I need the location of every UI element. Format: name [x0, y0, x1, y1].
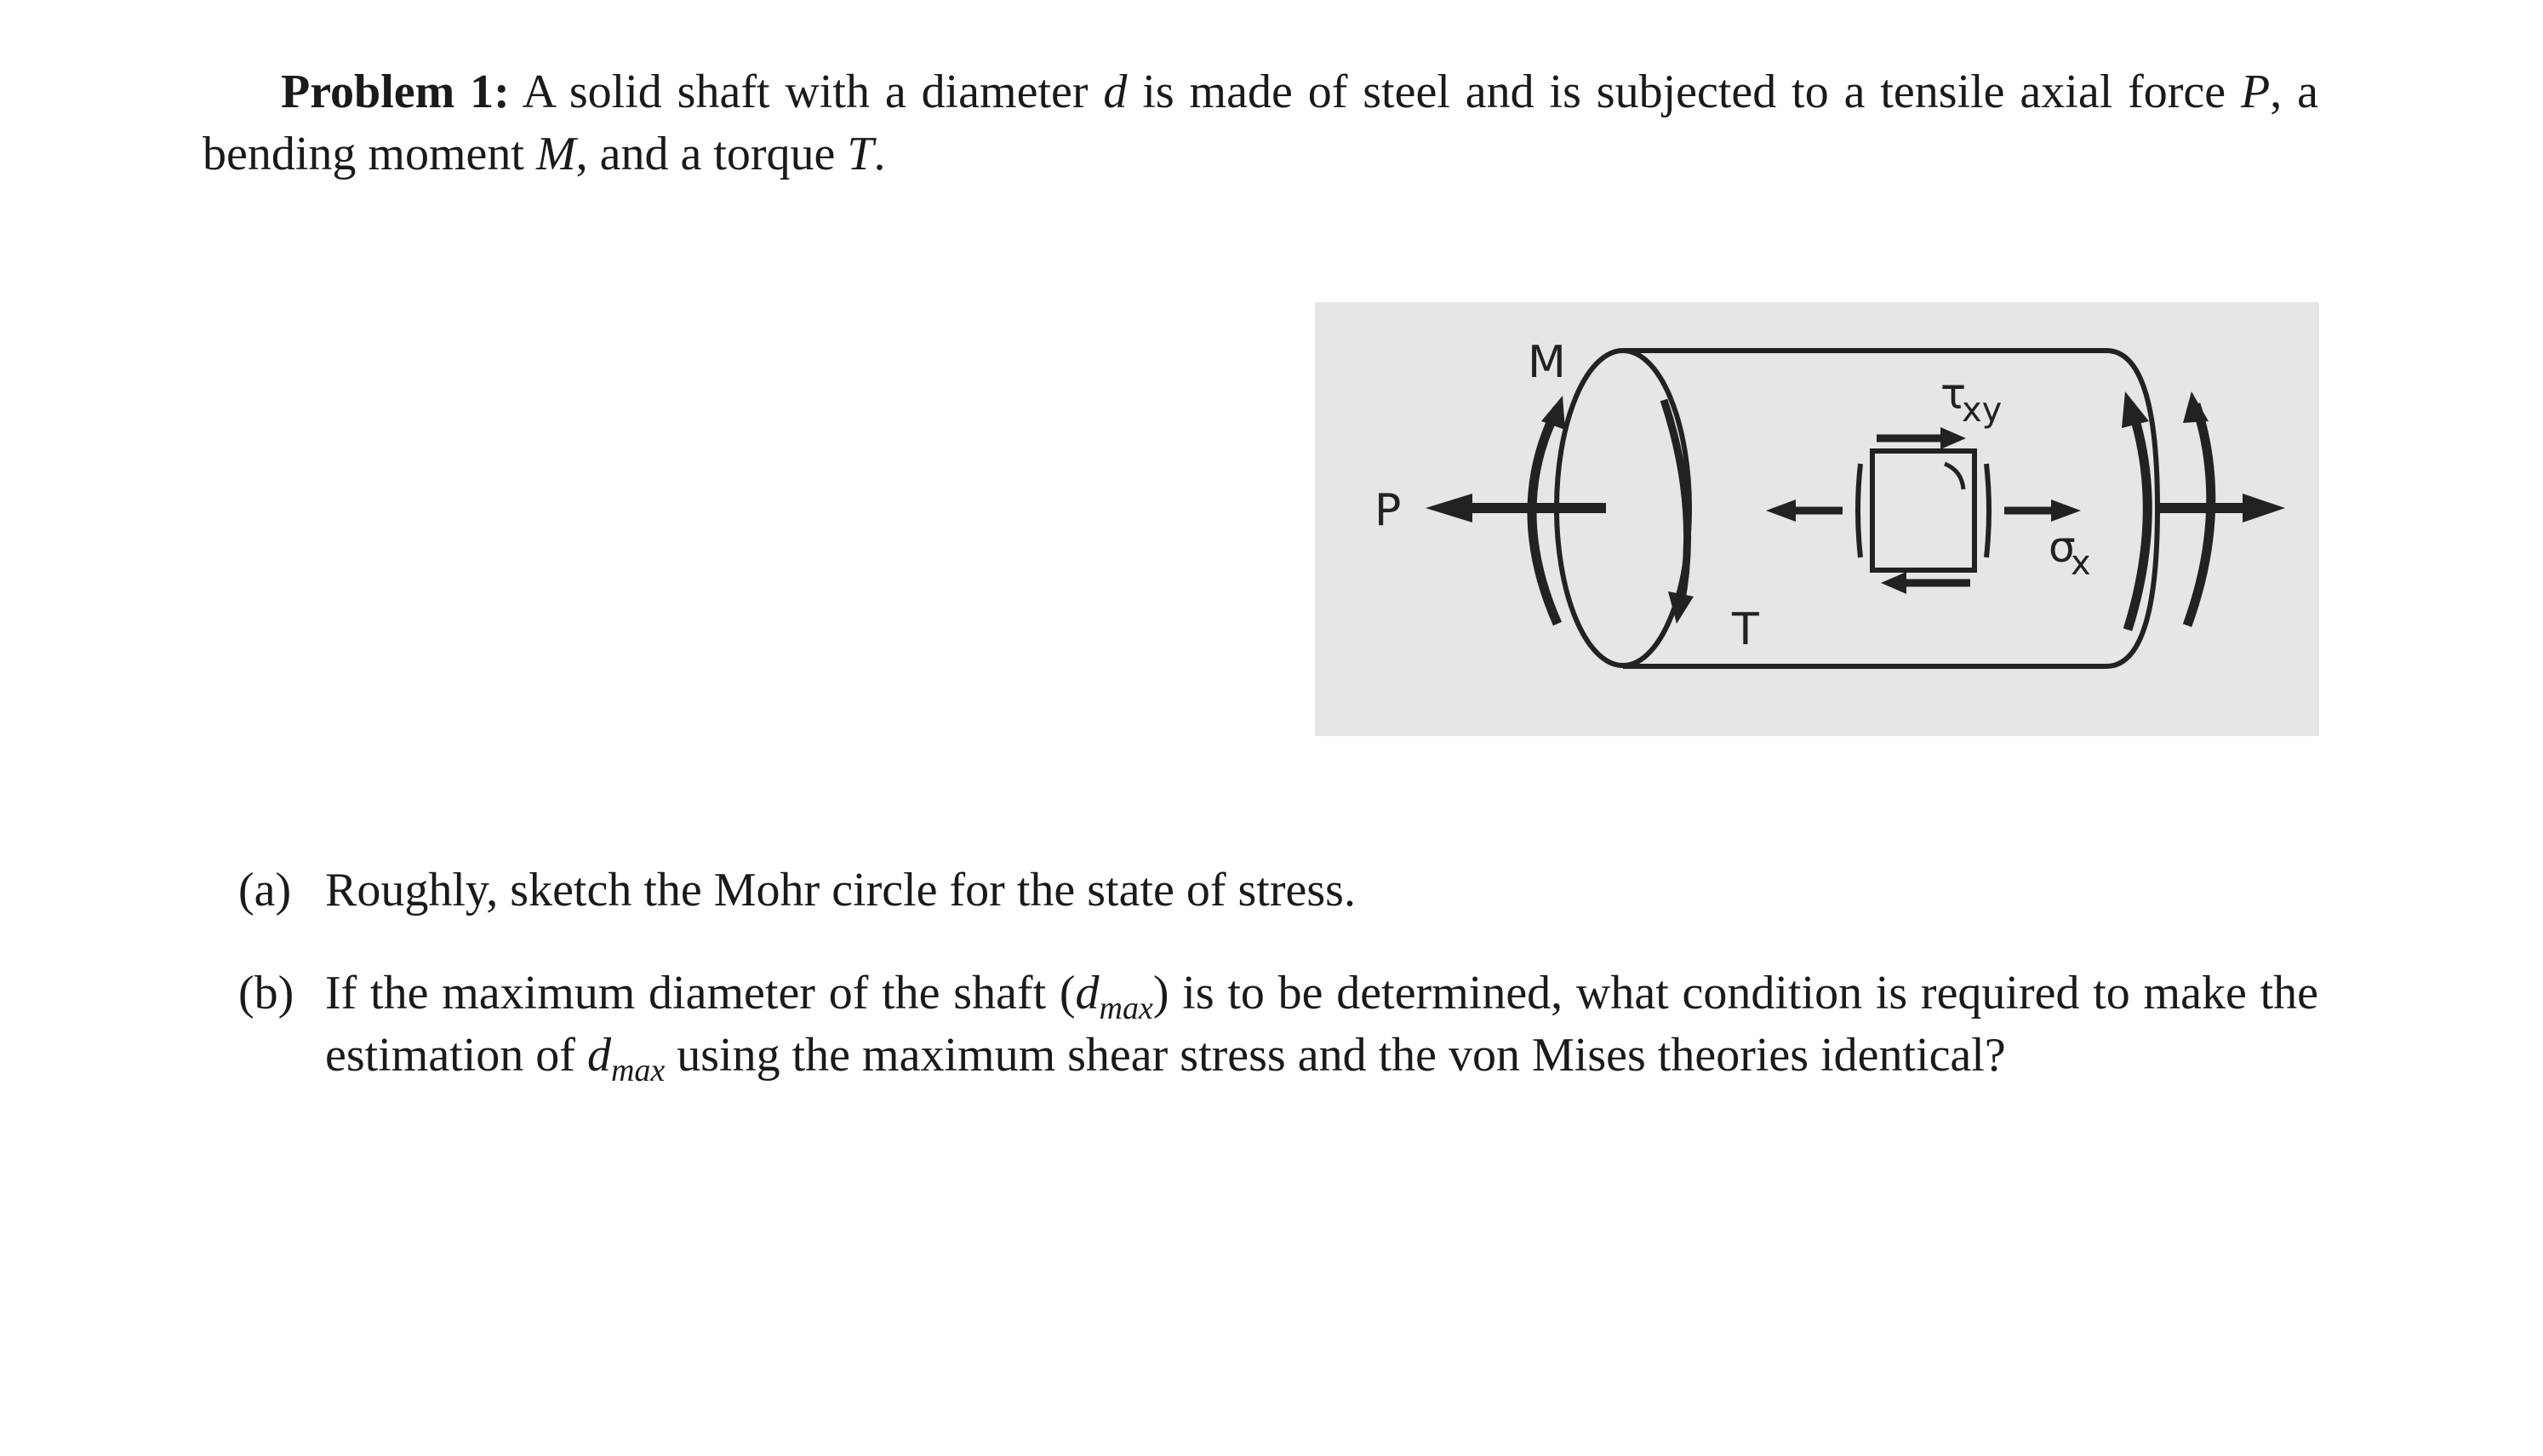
label-sigma-x: [2049, 522, 2091, 583]
axial-force-p-right-arrow: [2157, 494, 2285, 522]
bending-moment-m-right-arrow: [2122, 391, 2149, 630]
part-b-label: (b): [238, 967, 294, 1019]
shaft-diagram: [1315, 302, 2319, 736]
var-d: d: [1103, 66, 1128, 118]
label-tau: τ: [1940, 369, 1967, 419]
part-a: [238, 859, 2318, 922]
dmax-subscript: max: [1099, 991, 1153, 1027]
axial-force-p-left-arrow: [1426, 494, 1606, 522]
label-tau-sub: xy: [1962, 391, 2003, 430]
dmax-subscript: max: [610, 1053, 666, 1089]
dmax-symbol: d: [586, 1029, 611, 1082]
var-m: M: [535, 128, 576, 180]
stress-element: [1858, 451, 1989, 570]
sigma-x-right-arrow: [2004, 500, 2081, 522]
label-sigma: σ: [2049, 522, 2076, 572]
problem-text: , and a torque: [575, 128, 848, 180]
part-a-label: (a): [238, 864, 292, 916]
label-tau-xy: [1940, 369, 2002, 430]
label-t: T: [1732, 604, 1759, 655]
question-parts: [238, 859, 2318, 1128]
var-t: T: [847, 128, 874, 180]
part-b-text: using the maximum shear stress and the von Mises theories identical?: [665, 1029, 2006, 1082]
part-b: [238, 962, 2318, 1087]
sigma-x-left-arrow: [1766, 500, 1843, 522]
tau-xy-bottom-arrow: [1881, 572, 1970, 594]
tau-xy-top-arrow: [1877, 427, 1966, 449]
problem-label: Problem 1:: [281, 66, 510, 118]
part-b-text: If the maximum diameter of the shaft (: [325, 967, 1076, 1019]
part-a-text: Roughly, sketch the Mohr circle for the state of stress.: [325, 864, 1356, 916]
part-b-text: ) is to be determined, what condition is required to make the estimation of: [325, 967, 2318, 1082]
problem-statement: [203, 61, 2318, 186]
problem-text: is made of steel and is subjected to a tensile axial force: [1127, 66, 2242, 118]
problem-text: .: [873, 128, 886, 180]
label-sigma-sub: x: [2071, 544, 2091, 583]
shaft-figure: [1315, 302, 2319, 736]
label-p: P: [1374, 485, 1402, 536]
var-p: P: [2241, 66, 2271, 118]
label-m: M: [1528, 337, 1566, 388]
dmax-symbol: d: [1075, 967, 1100, 1019]
problem-text: A solid shaft with a diameter: [522, 66, 1104, 118]
problem-text: , a bending moment: [203, 66, 2319, 180]
